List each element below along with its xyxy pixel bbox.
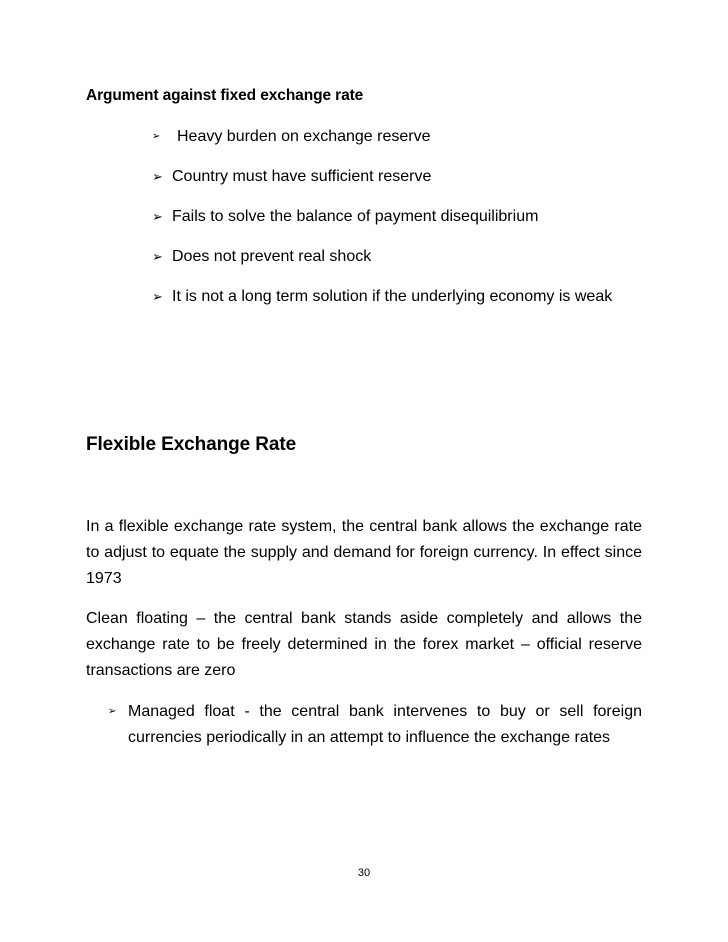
arrowhead-bullet-icon: ➢ bbox=[152, 249, 163, 264]
list-item bbox=[152, 204, 642, 230]
arrowhead-bullet-icon: ➢ bbox=[108, 706, 117, 717]
list-item bbox=[108, 699, 642, 751]
argument-list bbox=[152, 124, 642, 324]
list-item bbox=[152, 164, 642, 190]
paragraph: Clean floating – the central bank stands aside completely and allows the exchange rate to be freely determined in the forex market – official reserve transactions are zero bbox=[86, 610, 642, 679]
list-item-text: Fails to solve the balance of payment disequilibrium bbox=[172, 208, 539, 225]
list-item-text: Does not prevent real shock bbox=[172, 248, 372, 265]
list-item-text: It is not a long term solution if the underlying economy is weak bbox=[172, 288, 613, 305]
list-item-text: Country must have sufficient reserve bbox=[172, 168, 432, 185]
list-item bbox=[152, 124, 642, 150]
section-subheading: Argument against fixed exchange rate bbox=[86, 87, 364, 104]
arrowhead-bullet-icon: ➢ bbox=[152, 289, 163, 304]
arrowhead-bullet-icon: ➢ bbox=[152, 209, 163, 224]
list-item-text: Heavy burden on exchange reserve bbox=[177, 128, 431, 145]
paragraph: In a flexible exchange rate system, the central bank allows the exchange rate to adjust to equate the supply and demand for foreign currency. In effect since 1973 bbox=[86, 518, 642, 587]
arrowhead-bullet-icon: ➢ bbox=[152, 131, 161, 142]
list-item-text: Managed float - the central bank intervenes to buy or sell foreign currencies periodically in an attempt to influence the exchange rates bbox=[128, 703, 642, 746]
list-item bbox=[152, 244, 642, 270]
section-heading: Flexible Exchange Rate bbox=[86, 434, 297, 455]
list-item bbox=[152, 284, 642, 310]
arrowhead-bullet-icon: ➢ bbox=[152, 169, 163, 184]
page-number: 30 bbox=[357, 867, 371, 879]
managed-float-list bbox=[108, 699, 642, 765]
